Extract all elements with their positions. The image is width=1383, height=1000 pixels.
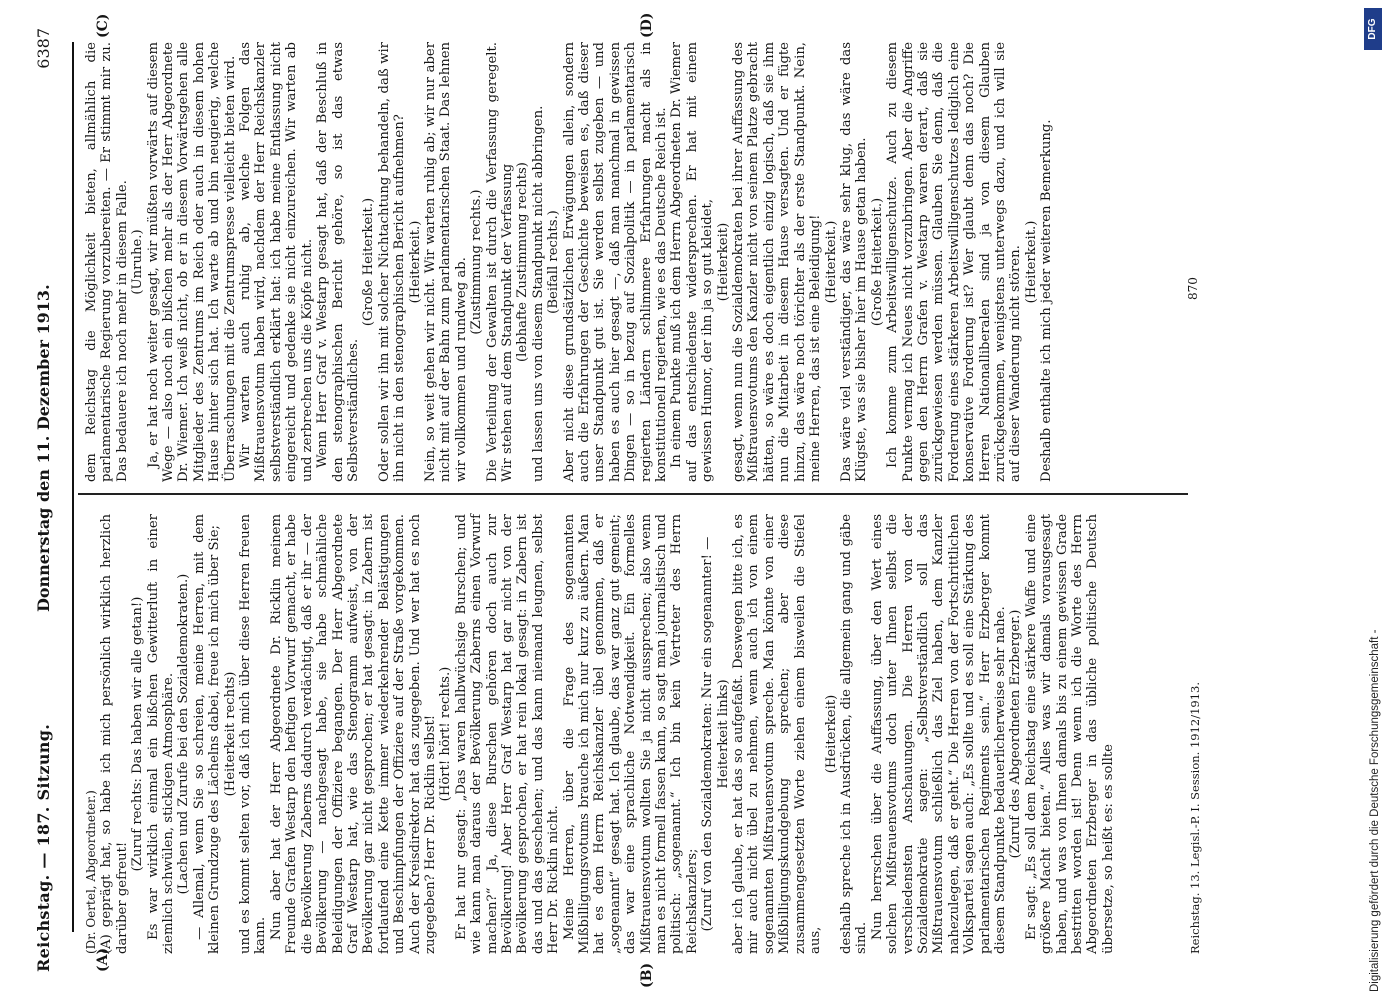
digitization-stamp xyxy=(1364,8,1383,992)
paragraph: Ich komme zum Arbeitswilligenschutze. Auch zu diesem Punkte vermag ich Neues nicht vorzubringen. Aber die Angriffe gegen den Herrn Grafen v. Westarp waren derart, daß sie zurückgewiesen werden müssen. Glauben Sie denn, daß die Forderung eines stärkeren Arbeitswilligenschutzes lediglich eine konservative Forderung ist? Wer glaubt denn das noch? Die Herren Nationalliberalen sind ja von diesem Glauben zurückgekommen, wenigstens unterwegs dazu, und ich will sie auf dieser Wanderung nicht stören. xyxy=(885,42,1024,482)
interjection: (Heiterkeit) xyxy=(823,694,839,774)
paragraph: (A) geprägt hat, so habe ich mich persönlich wirklich herzlich darüber gefreut! xyxy=(99,514,130,954)
dfg-logo: DFG xyxy=(1364,8,1382,50)
margin-mark-b: (B) xyxy=(639,962,655,988)
paragraph: und es kommt selten vor, daß ich mich über diese Herren freuen kann. xyxy=(238,514,269,954)
header-center: Donnerstag den 11. Dezember 1913. xyxy=(34,284,53,612)
interjection: (Zuruf rechts: Das haben wir alle getan!) xyxy=(130,596,146,872)
paragraph: gesagt, wenn nun die Sozialdemokraten bei ihrer Auffassung des Mißtrauensvotums den Kanzler nicht von seinem Platze gebracht hätten, so wäre es doch eigentlich einzig logisch, daß sie ihm nun die Mitarbeit in diesem Hause versagten. Und er fügte hinzu, das wäre noch törichter als der erste Standpunkt. Nein, meine Herren, das ist eine Beleidigung! xyxy=(731,42,824,482)
paragraph: — Allemal, wenn Sie so schreien, meine Herren, mit dem kleinen Grundzuge des Lächelns dabei, freue ich mich über Sie; xyxy=(191,514,223,954)
margin-mark-c: (C) xyxy=(95,13,111,38)
interjection: (Heiterkeit.) xyxy=(407,220,423,304)
sheet-number: 870 xyxy=(1186,277,1200,300)
header-rule xyxy=(72,42,74,932)
paragraph: Es war wirklich einmal ein bißchen Gewitterluft in einer ziemlich schwülen, stickigen Atmosphäre. xyxy=(145,514,177,954)
interjection: (Lachen und Zurufe bei den Sozialdemokraten.) xyxy=(176,573,192,895)
interjection: (Zuruf von den Sozialdemokraten: Nur ein sogenannter! — Heiterkeit links) xyxy=(700,536,731,932)
paragraph: aber ich glaube, er hat das so aufgefaßt. Deswegen bitte ich, es mir auch nicht übel zu nehmen, wenn auch ich von einem sogenannten Mißtrauensvotum spreche. Man könnte von einer Mißbilligungskundgebung sprechen; aber diese zusammengesetzten Worte ziehen einem bisweilen die Stiefel aus, xyxy=(731,514,824,954)
interjection: (Beifall rechts.) xyxy=(546,210,562,314)
paragraph: In einem Punkte muß ich dem Herrn Abgeordneten Dr. Wiemer auf das entschiedenste widersprechen. Er hat mit einem gewissen Humor, der ihn ja so gut kleidet, xyxy=(669,42,716,482)
paragraph: Meine Herren, über die Frage des sogenannten Mißbilligungsvotums brauche ich mich nur kurz zu äußern. Man hat es dem Herrn Reichskanzler übel genommen, daß er „sogenannt“ gesagt hat. Ich glaube, das war ganz gut gemeint; das war eine sprachliche Notwendigkeit. Ein formelles Mißtrauensvotum wollten Sie ja nicht aussprechen; also wenn man es nicht formell fassen kann, so sagt man journalistisch und politisch: „sogenannt.“ Ich bin kein Vertreter des Herrn Reichskanzlers; xyxy=(561,514,700,954)
digitization-notice: Digitalisierung gefördert durch die Deutsche Forschungsgemeinschaft - xyxy=(1369,629,1381,992)
paragraph: Die Verteilung der Gewalten ist durch die Verfassung geregelt. Wir stehen auf dem Standpunkt der Verfassung xyxy=(484,42,515,482)
paragraph: Er hat nur gesagt: „Das waren halbwüchsige Burschen; und wie kann man daraus der Bevölkerung Zaberns einen Vorwurf machen?“ Ja, diese Burschen gehören doch auch zur Bevölkerung! Aber Herr Graf Westarp hat gar nicht von der Bevölkerung gesprochen, er hat rein lokal gesagt: in Zabern ist das und das geschehen; und das kann niemand leugnen, selbst Herr Dr. Ricklin nicht. xyxy=(453,514,562,954)
header-left: Reichstag. — 187. Sitzung. xyxy=(34,723,53,972)
paragraph: Nun aber hat der Herr Abgeordnete Dr. Ricklin meinem Freunde Grafen Westarp den heftigen Vorwurf gemacht, er habe die Bevölkerung Zaberns dadurch verdächtigt, daß er ihr — der Bevölkerung — nachgesagt habe, sie habe schmähliche Beleidigungen der Offiziere begangen. Der Herr Abgeordnete Graf Westarp hat, wie das Stenogramm aufweist, von der Bevölkerung gar nicht gesprochen; er hat gesagt: in Zabern ist fortlaufend eine Kette immer wiederkehrender Belästigungen und Beschimpfungen der Offiziere auf der Straße vorgekommen. Auch der Kreisdirektor hat das zugegeben. Und wer hat es noch zugegeben? Herr Dr. Ricklin selbst! xyxy=(268,514,438,954)
interjection: (Große Heiterkeit.) xyxy=(869,197,885,327)
paragraph: Er sagt: „Es soll dem Reichstag eine stärkere Waffe und eine größere Macht bieten.“ Alles was wir damals vorausgesagt haben, und was von Ihnen damals bis zu einem gewissen Grade bestritten worden ist! Denn wenn ich die Worte des Herrn Abgeordneten Erzberger in das übliche politische Deutsch übersetze, so heißt es: es sollte xyxy=(1023,514,1116,954)
interjection: (Unruhe.) xyxy=(130,229,146,295)
paragraph: dem Reichstag die Möglichkeit bieten, allmählich die parlamentarische Regierung vorzubereiten. — Er stimmt mir zu. Das bedauere ich noch mehr in diesem Falle. xyxy=(84,42,130,482)
paragraph: Oder sollen wir ihn mit solcher Nichtachtung behandeln, daß wir ihn nicht in den stenographischen Bericht aufnehmen? xyxy=(376,42,408,482)
page-header xyxy=(36,28,60,972)
paragraph: und lassen uns von diesem Standpunkt nicht abbringen. xyxy=(530,105,546,482)
margin-mark-d: (D) xyxy=(639,12,655,38)
interjection: (Heiterkeit.) xyxy=(1023,220,1039,304)
paragraph: Nun herrschen über die Auffassung, über den Wert eines solchen Mißtrauensvotums doch unter Ihnen selbst die verschiedensten Anschauungen. Die Herren von der Sozialdemokratie sagen: „Selbstverständlich soll das Mißtrauensvotum schließlich das Ziel haben, dem Kanzler nahezulegen, daß er geht.“ Die Herren von der Fortschrittlichen Volkspartei sagen auch: „Es sollte und es soll eine Stärkung des parlamentarischen Regiments sein.“ Herr Erzberger kommt diesem Standpunkte bedauerlicherweise sehr nahe. xyxy=(869,514,1008,954)
interjection: (lebhafte Zustimmung rechts) xyxy=(515,162,531,362)
paragraph: Wenn Herr Graf v. Westarp gesagt hat, daß der Beschluß in den stenographischen Bericht gehöre, so ist das etwas Selbstverständliches. xyxy=(315,42,361,482)
interjection: (Heiterkeit) xyxy=(715,222,731,302)
page-number: 6387 xyxy=(34,28,53,69)
interjection: (Große Heiterkeit.) xyxy=(361,197,377,327)
paragraph: deshalb spreche ich in Ausdrücken, die allgemein gang und gäbe sind. xyxy=(838,514,870,954)
interjection: (Zuruf des Abgeordneten Erzberger.) xyxy=(1008,609,1024,859)
paragraph: Aber nicht diese grundsätzlichen Erwägungen allein, sondern auch die Erfahrungen der Geschichte beweisen es, daß dieser unser Standpunkt gut ist. Sie werden selbst zugeben — und haben es auch hier gesagt —, daß man manchmal in gewissen Dingen — so in bezug auf Sozialpolitik — in parlamentarisch regierten Ländern schlimmere Erfahrungen macht als in konstitutionell regierten, wie es das Deutsche Reich ist. xyxy=(561,42,670,482)
interjection: (Heiterkeit rechts) xyxy=(222,671,238,797)
interjection: (Heiterkeit.) xyxy=(823,220,839,304)
paragraph: Nein, so weit gehen wir nicht. Wir warten ruhig ab; wir nur aber nicht mit auf der Bahn zum parlamentarischen Staat. Das lehnen wir vollkommen und rundweg ab. xyxy=(422,42,469,482)
margin-mark-a: (A) xyxy=(95,947,111,972)
paragraph: Deshalb enthalte ich mich jeder weiteren Bemerkung. xyxy=(1039,119,1055,482)
paragraph: Ja, er hat noch weiter gesagt, wir müßten vorwärts auf diesem Wege — also noch ein bißchen mehr als der Herr Abgeordnete Dr. Wiemer. Ich weiß nicht, ob er in diesem Vorwärtsgehen alle Mitglieder des Zentrums im Reich oder auch in diesem hohen Hause hinter sich hat. Ich warte ab und bin neugierig, welche Überraschungen mit die Zentrumspresse vielleicht bieten wird. xyxy=(145,42,238,482)
right-text-column xyxy=(84,42,1055,482)
column-divider xyxy=(78,493,1188,495)
left-text-column xyxy=(84,514,1116,954)
paragraph: (Dr. Oertel, Abgeordneter.) xyxy=(84,790,98,954)
paragraph: Das wäre viel verständiger, das wäre sehr klug, das wäre das Klügste, was sie bisher hier im Hause getan haben. xyxy=(838,42,870,482)
interjection: (Zustimmung rechts.) xyxy=(469,189,485,335)
interjection: (Hört! hört! rechts.) xyxy=(438,666,454,802)
footer-signature: Reichstag. 13. Legisl.-P. I. Session. 1912/1913. xyxy=(1188,681,1202,954)
paragraph: Wir warten auch ruhig ab, welche Folgen das Mißtrauensvotum haben wird, nachdem der Herr Reichskanzler selbstverständlich erklärt hat: ich habe meine Entlassung nicht eingereicht und gedenke sie nicht einzureichen. Wir warten ab und zerbrechen uns die Köpfe nicht. xyxy=(238,42,315,482)
